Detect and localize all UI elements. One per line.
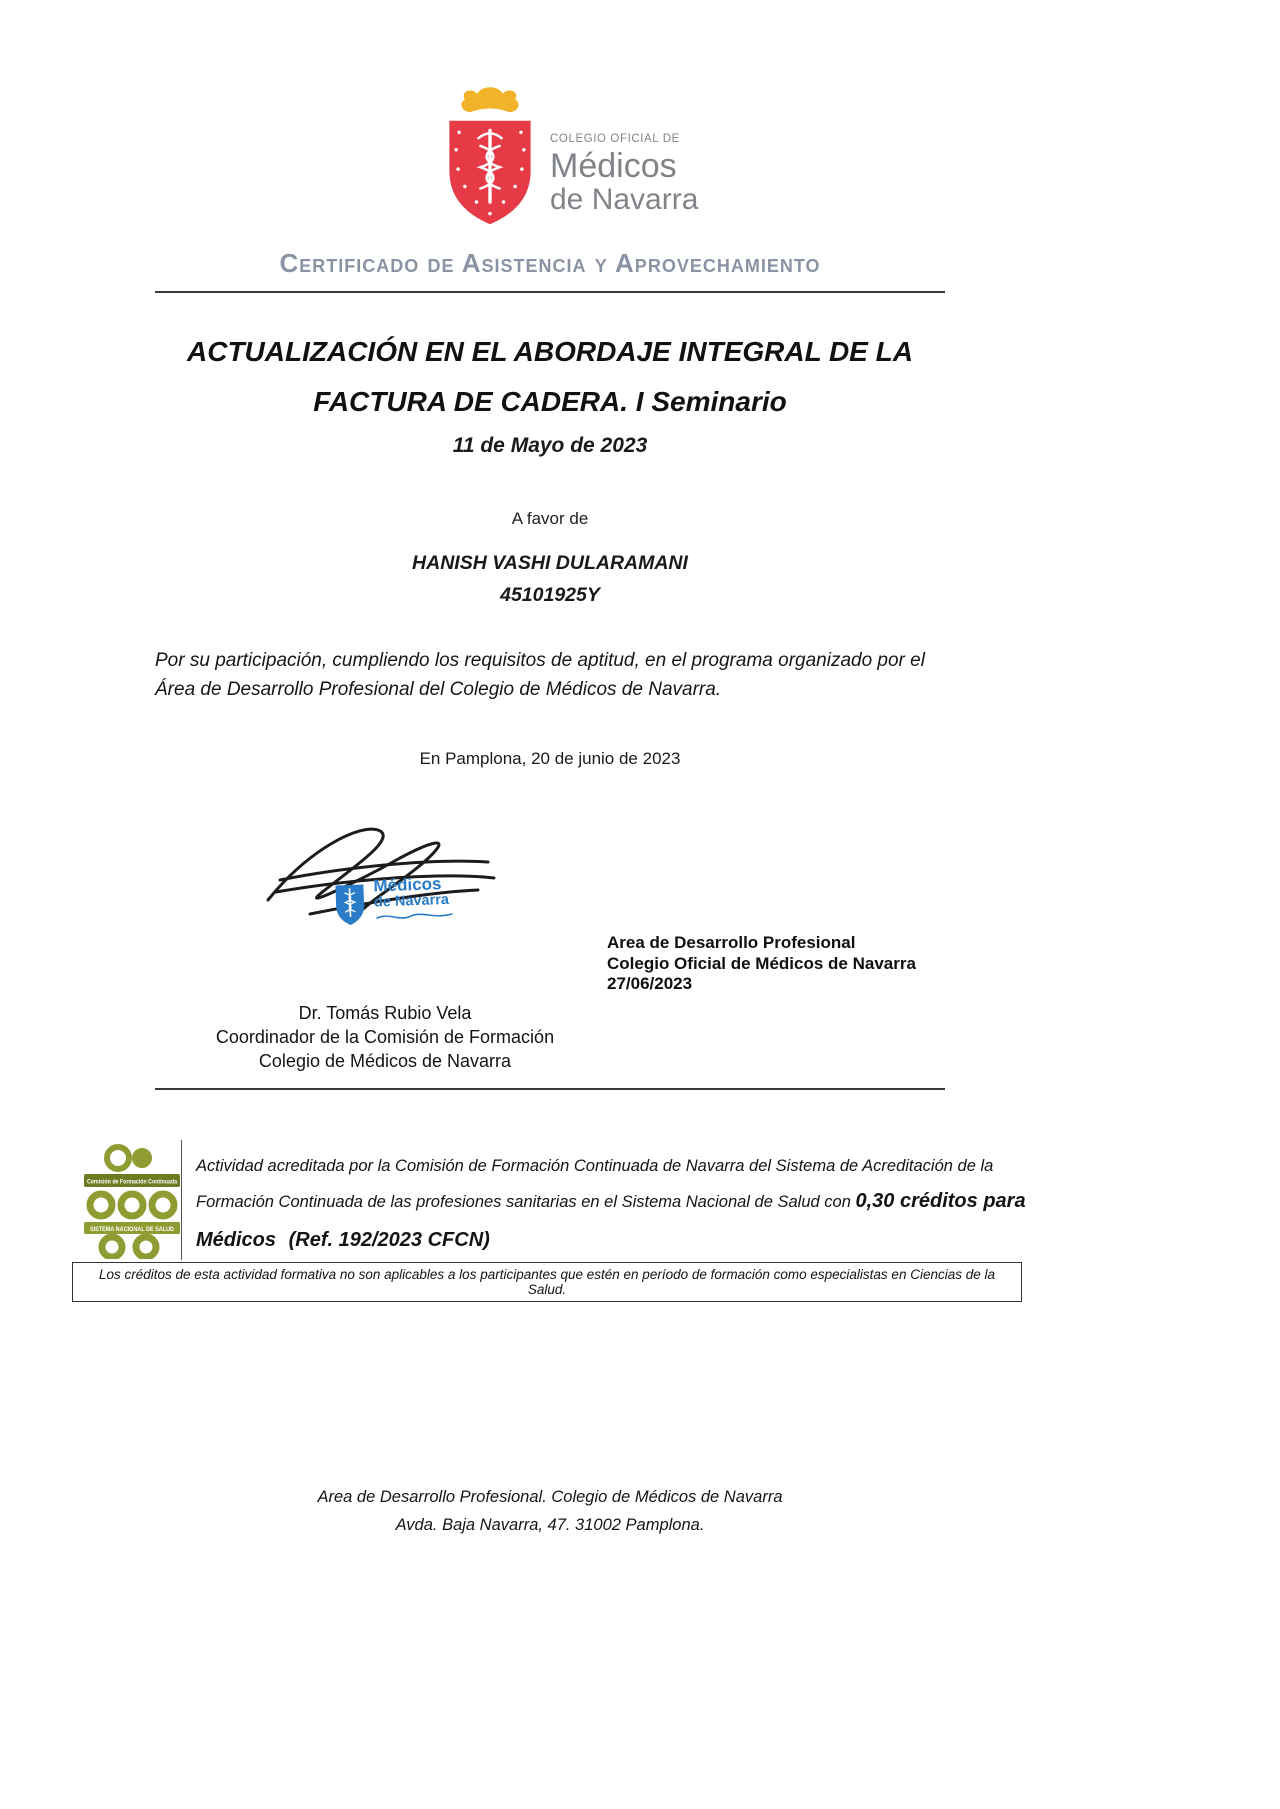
signer-block xyxy=(155,1002,615,1073)
accreditation-ref: (Ref. 192/2023 CFCN) xyxy=(288,1229,490,1252)
office-stamp-line2: Colegio Oficial de Médicos de Navarra xyxy=(607,953,916,973)
certificate-heading: Certificado de Asistencia y Aprovechamiento xyxy=(279,248,821,278)
college-logo xyxy=(440,86,698,231)
signer-role: Coordinador de la Comisión de Formación xyxy=(215,1026,555,1047)
cfc-accreditation-logo xyxy=(84,1143,180,1259)
office-stamp-date: 27/06/2023 xyxy=(607,974,693,994)
footer-line1: Area de Desarrollo Profesional. Colegio de Médicos de Navarra xyxy=(317,1488,783,1506)
blue-stamp-shield-icon xyxy=(331,878,369,929)
recipient-intro: A favor de xyxy=(511,509,589,528)
signer-org: Colegio de Médicos de Navarra xyxy=(258,1050,512,1071)
cfc-banner-bottom: SISTEMA NACIONAL DE SALUD xyxy=(90,1227,175,1233)
accreditation-paragraph xyxy=(196,1150,1034,1260)
signer-name: Dr. Tomás Rubio Vela xyxy=(298,1003,472,1023)
blue-stamp-text xyxy=(373,875,455,928)
accreditation-credits: 0,30 créditos para Médicos xyxy=(196,1190,1026,1252)
accreditation-intro: Actividad acreditada por la Comisión de Formación Continuada de Navarra del Sistema de Acreditación de la Formación Continuada de las profesiones sanitarias en el Sistema Nacional de Salud con xyxy=(196,1157,994,1212)
medicos-navarra-shield-icon xyxy=(440,86,540,231)
logo-name-line1: Médicos xyxy=(550,146,677,185)
footer xyxy=(155,1483,945,1539)
office-stamp-line1: Area de Desarrollo Profesional xyxy=(607,933,856,952)
course-date: 11 de Mayo de 2023 xyxy=(452,434,648,457)
logo-eyebrow: COLEGIO OFICIAL DE xyxy=(550,133,680,145)
place-date: En Pamplona, 20 de junio de 2023 xyxy=(419,749,681,768)
college-logo-text xyxy=(550,134,698,215)
office-date-stamp xyxy=(607,933,987,995)
blue-stamp-line1: Médicos xyxy=(373,874,442,896)
credits-note-box: Los créditos de esta actividad formativa no son aplicables a los participantes que estén en período de formación como especialistas en Ciencias de la Salud. xyxy=(72,1262,1022,1302)
blue-ink-stamp xyxy=(331,873,503,929)
recipient-id: 45101925Y xyxy=(500,584,600,606)
footer-line2: Avda. Baja Navarra, 47. 31002 Pamplona. xyxy=(395,1516,705,1535)
cfc-banner-top: Comisión de Formación Continuada xyxy=(87,1179,178,1186)
participation-paragraph: Por su participación, cumpliendo los requisitos de aptitud, en el programa organizado por el Área de Desarrollo Profesional del Colegio de Médicos de Navarra. xyxy=(155,650,925,701)
heading-divider xyxy=(155,291,945,293)
course-title-line2: FACTURA DE CADERA. I Seminario xyxy=(313,386,787,417)
blue-stamp-line2: de Navarra xyxy=(373,891,450,911)
crown-icon xyxy=(461,87,518,112)
section-divider xyxy=(155,1088,945,1090)
accreditation-divider xyxy=(181,1140,182,1260)
recipient-name: HANISH VASHI DULARAMANI xyxy=(412,552,688,574)
logo-name-line2: de Navarra xyxy=(550,182,699,216)
blue-stamp-flourish xyxy=(374,910,454,923)
course-title-line1: ACTUALIZACIÓN EN EL ABORDAJE INTEGRAL DE LA xyxy=(187,336,913,367)
